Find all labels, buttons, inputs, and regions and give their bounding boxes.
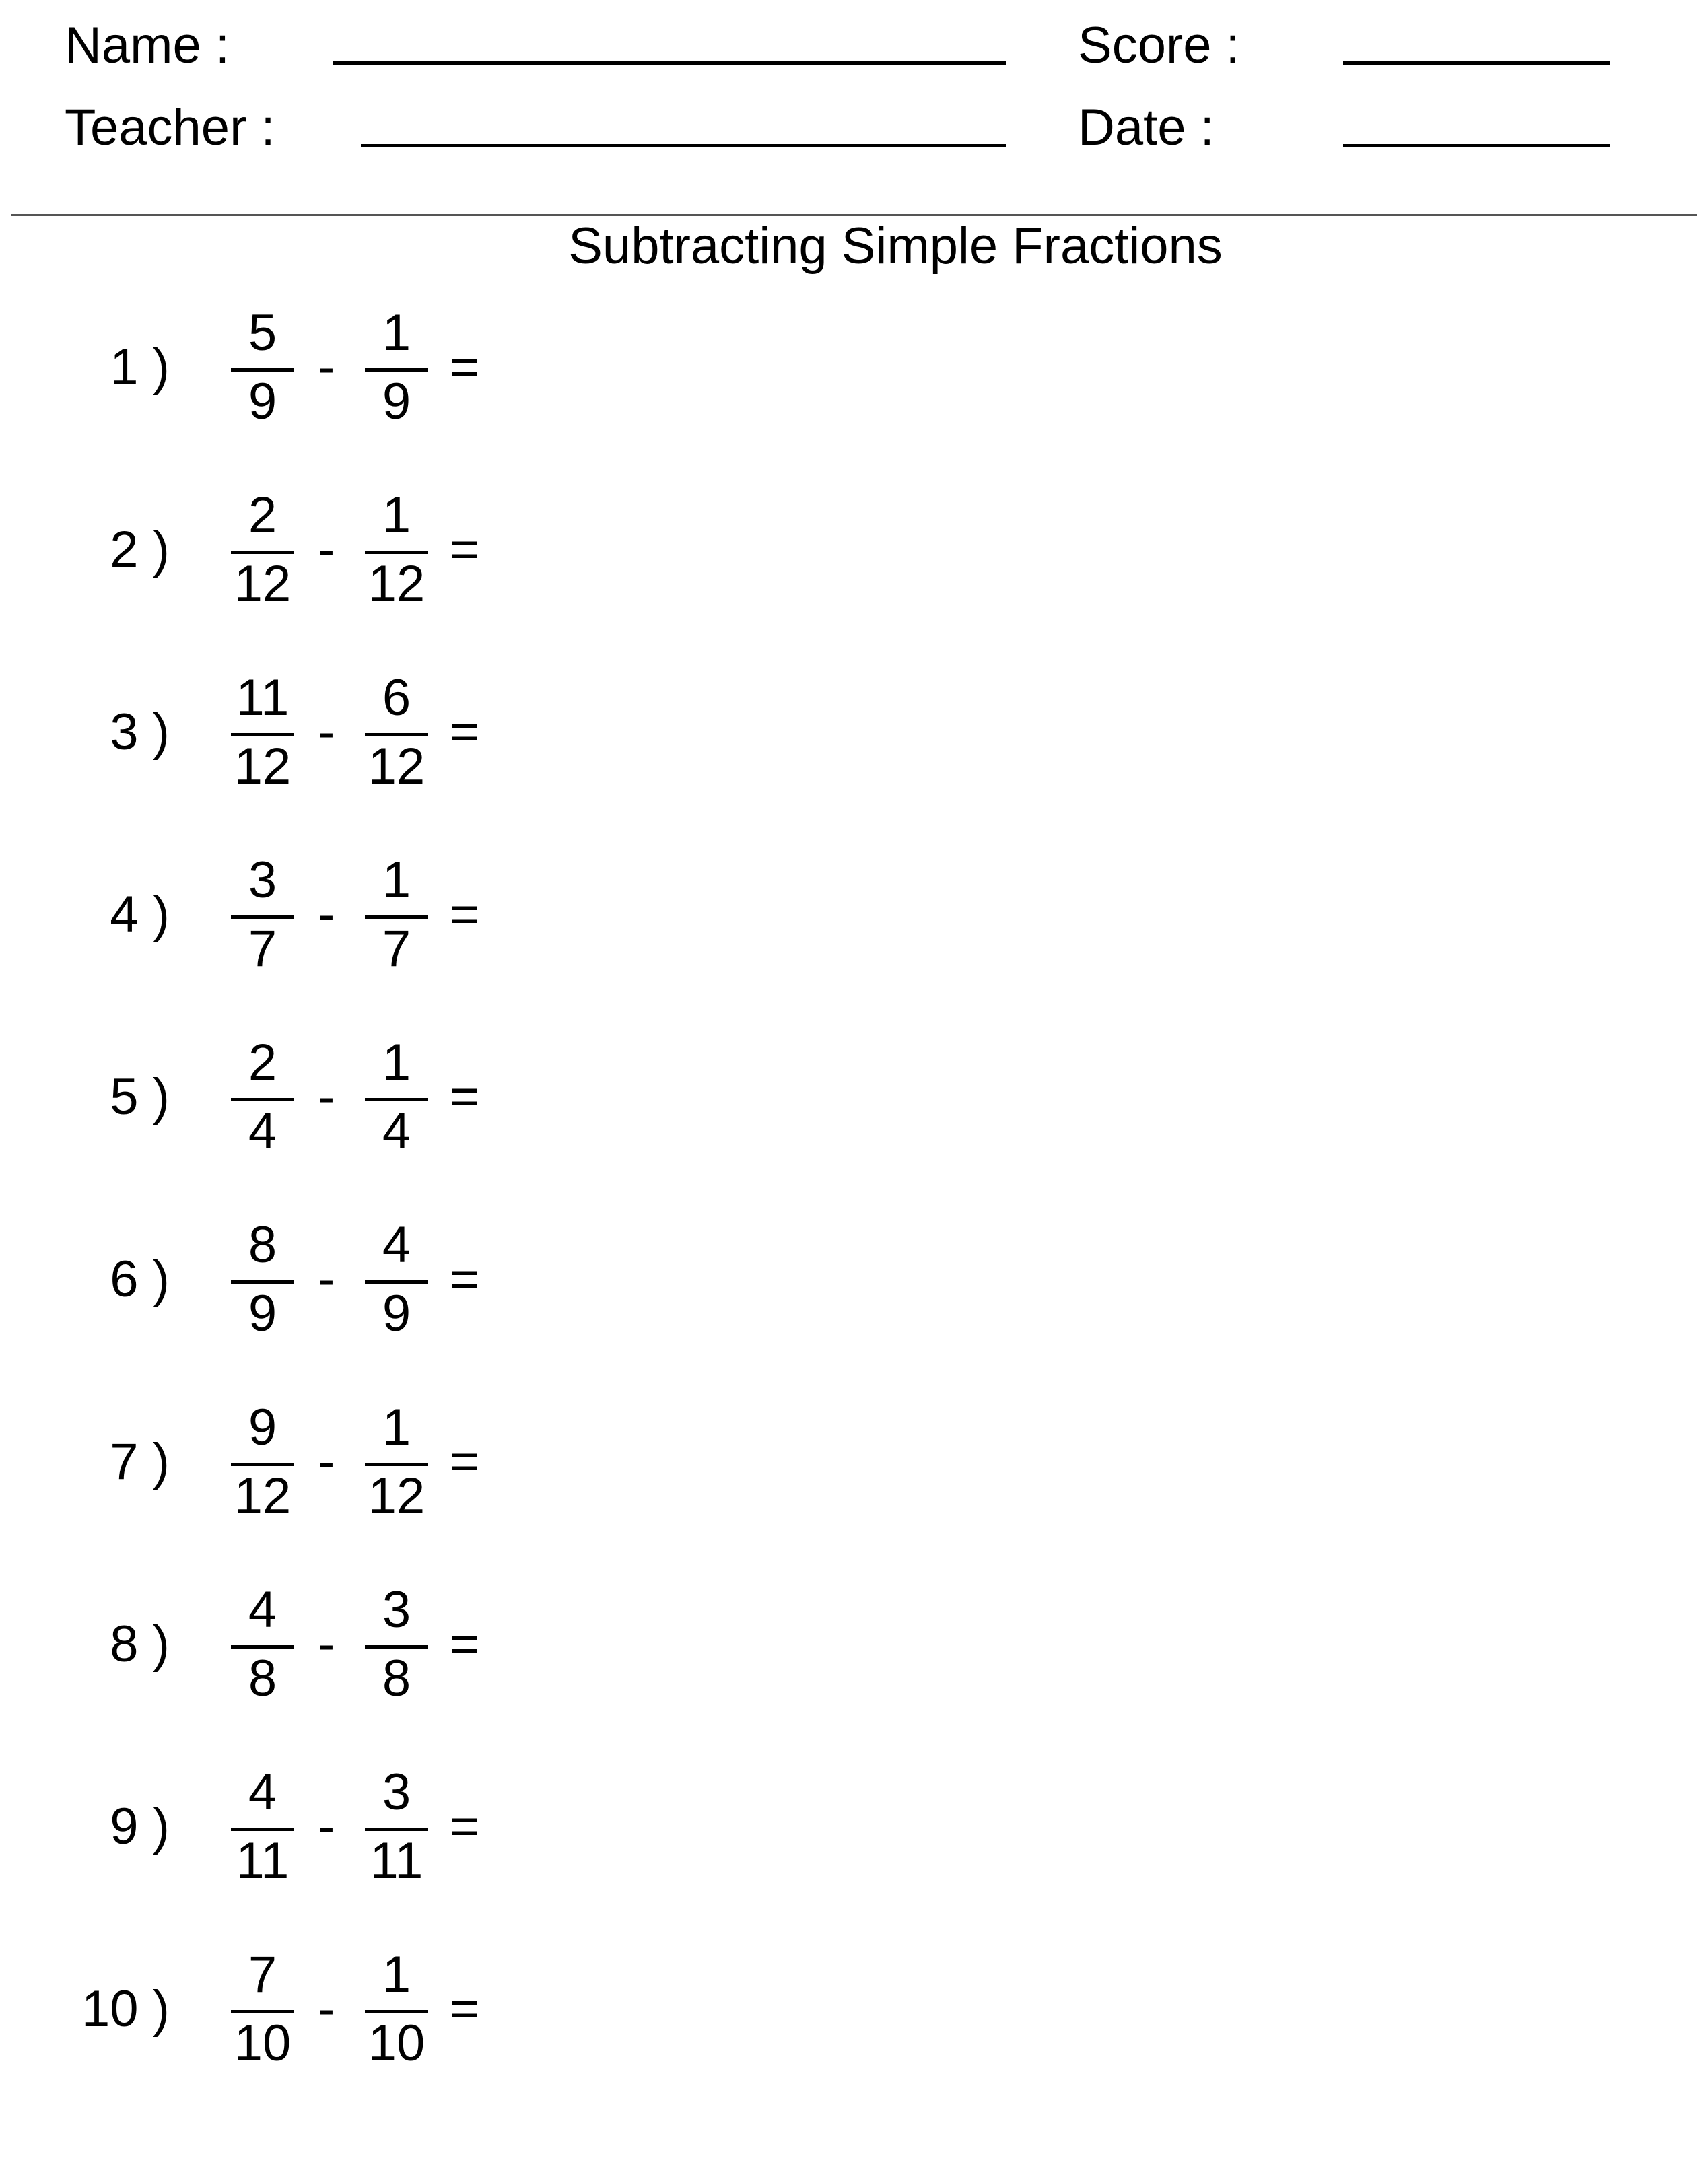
- second-fraction: [365, 303, 428, 438]
- second-fraction: [365, 1397, 428, 1532]
- minus-sign: -: [318, 1798, 335, 1855]
- fraction-bar: [231, 1828, 294, 1831]
- problem-item: [0, 850, 539, 985]
- problem-item: [0, 1397, 539, 1532]
- problem-number: 7 ): [110, 1433, 170, 1490]
- fraction-bar: [231, 1280, 294, 1284]
- problem-number: 10 ): [81, 1980, 170, 2038]
- equals-sign: =: [450, 1251, 480, 1308]
- denominator: 12: [368, 555, 425, 613]
- first-fraction: [231, 1762, 294, 1897]
- second-fraction: [365, 850, 428, 985]
- fraction-bar: [365, 1828, 428, 1831]
- problem-number: 4 ): [110, 886, 170, 943]
- fraction-bar: [231, 368, 294, 372]
- problem-number: 8 ): [110, 1616, 170, 1673]
- fraction-bar: [231, 1098, 294, 1101]
- problem-number: 2 ): [110, 521, 170, 578]
- equals-sign: =: [450, 1798, 480, 1855]
- fraction-bar: [365, 2010, 428, 2013]
- numerator: 1: [382, 304, 411, 361]
- denominator: 9: [248, 1285, 277, 1342]
- denominator: 4: [382, 1103, 411, 1160]
- date-label: Date :: [1078, 99, 1215, 156]
- name-label: Name :: [65, 17, 230, 74]
- first-fraction: [231, 303, 294, 438]
- equals-sign: =: [450, 1616, 480, 1673]
- denominator: 9: [382, 1285, 411, 1342]
- denominator: 12: [368, 1467, 425, 1525]
- numerator: 5: [248, 304, 277, 361]
- equals-sign: =: [450, 886, 480, 943]
- equals-sign: =: [450, 339, 480, 396]
- first-fraction: [231, 1215, 294, 1350]
- denominator: 12: [368, 738, 425, 795]
- second-fraction: [365, 1945, 428, 2079]
- header-divider: [11, 214, 1697, 216]
- equals-sign: =: [450, 1068, 480, 1125]
- second-fraction: [365, 668, 428, 802]
- fraction-bar: [365, 733, 428, 736]
- numerator: 1: [382, 1399, 411, 1456]
- second-fraction: [365, 1033, 428, 1167]
- teacher-label: Teacher :: [65, 99, 275, 156]
- first-fraction: [231, 485, 294, 620]
- teacher-answer-line[interactable]: [361, 144, 1006, 147]
- second-fraction: [365, 1215, 428, 1350]
- fraction-bar: [365, 1098, 428, 1101]
- fraction-bar: [365, 1280, 428, 1284]
- equals-sign: =: [450, 1433, 480, 1490]
- equals-sign: =: [450, 1980, 480, 2038]
- first-fraction: [231, 668, 294, 802]
- minus-sign: -: [318, 1251, 335, 1308]
- numerator: 4: [248, 1764, 277, 1821]
- denominator: 10: [234, 2015, 292, 2072]
- denominator: 8: [382, 1650, 411, 1707]
- numerator: 2: [248, 487, 277, 544]
- denominator: 10: [368, 2015, 425, 2072]
- date-answer-line[interactable]: [1343, 144, 1610, 147]
- denominator: 7: [382, 920, 411, 977]
- denominator: 11: [370, 1832, 423, 1890]
- fraction-bar: [231, 2010, 294, 2013]
- minus-sign: -: [318, 703, 335, 761]
- numerator: 1: [382, 1034, 411, 1091]
- second-fraction: [365, 1580, 428, 1714]
- second-fraction: [365, 1762, 428, 1897]
- minus-sign: -: [318, 1433, 335, 1490]
- problem-item: [0, 1580, 539, 1714]
- fraction-bar: [231, 1463, 294, 1466]
- problem-item: [0, 1215, 539, 1350]
- numerator: 3: [248, 852, 277, 909]
- numerator: 3: [382, 1764, 411, 1821]
- score-answer-line[interactable]: [1343, 61, 1610, 65]
- fraction-bar: [231, 551, 294, 554]
- worksheet-title: Subtracting Simple Fractions: [568, 217, 1223, 275]
- numerator: 8: [248, 1216, 277, 1274]
- minus-sign: -: [318, 1616, 335, 1673]
- equals-sign: =: [450, 703, 480, 761]
- numerator: 1: [382, 1946, 411, 2003]
- problem-number: 3 ): [110, 703, 170, 761]
- fraction-bar: [231, 733, 294, 736]
- first-fraction: [231, 1397, 294, 1532]
- first-fraction: [231, 850, 294, 985]
- fraction-bar: [365, 1645, 428, 1649]
- numerator: 1: [382, 487, 411, 544]
- first-fraction: [231, 1033, 294, 1167]
- fraction-bar: [231, 1645, 294, 1649]
- name-answer-line[interactable]: [333, 61, 1006, 65]
- numerator: 11: [236, 669, 289, 726]
- numerator: 4: [382, 1216, 411, 1274]
- numerator: 1: [382, 852, 411, 909]
- problem-item: [0, 1945, 539, 2079]
- numerator: 7: [248, 1946, 277, 2003]
- problem-number: 9 ): [110, 1798, 170, 1855]
- minus-sign: -: [318, 886, 335, 943]
- numerator: 9: [248, 1399, 277, 1456]
- denominator: 4: [248, 1103, 277, 1160]
- equals-sign: =: [450, 521, 480, 578]
- denominator: 12: [234, 555, 292, 613]
- problem-item: [0, 1762, 539, 1897]
- first-fraction: [231, 1945, 294, 2079]
- fraction-bar: [365, 915, 428, 919]
- score-label: Score :: [1078, 17, 1240, 74]
- denominator: 9: [248, 373, 277, 430]
- problem-item: [0, 303, 539, 438]
- problem-number: 5 ): [110, 1068, 170, 1125]
- first-fraction: [231, 1580, 294, 1714]
- denominator: 12: [234, 1467, 292, 1525]
- minus-sign: -: [318, 1068, 335, 1125]
- second-fraction: [365, 485, 428, 620]
- denominator: 8: [248, 1650, 277, 1707]
- numerator: 6: [382, 669, 411, 726]
- minus-sign: -: [318, 521, 335, 578]
- fraction-bar: [231, 915, 294, 919]
- fraction-bar: [365, 1463, 428, 1466]
- problem-item: [0, 485, 539, 620]
- denominator: 9: [382, 373, 411, 430]
- numerator: 2: [248, 1034, 277, 1091]
- fraction-bar: [365, 368, 428, 372]
- denominator: 7: [248, 920, 277, 977]
- minus-sign: -: [318, 1980, 335, 2038]
- problem-item: [0, 668, 539, 802]
- denominator: 12: [234, 738, 292, 795]
- denominator: 11: [236, 1832, 289, 1890]
- problem-item: [0, 1033, 539, 1167]
- fraction-bar: [365, 551, 428, 554]
- problem-number: 6 ): [110, 1251, 170, 1308]
- numerator: 3: [382, 1581, 411, 1638]
- numerator: 4: [248, 1581, 277, 1638]
- problem-number: 1 ): [110, 339, 170, 396]
- minus-sign: -: [318, 339, 335, 396]
